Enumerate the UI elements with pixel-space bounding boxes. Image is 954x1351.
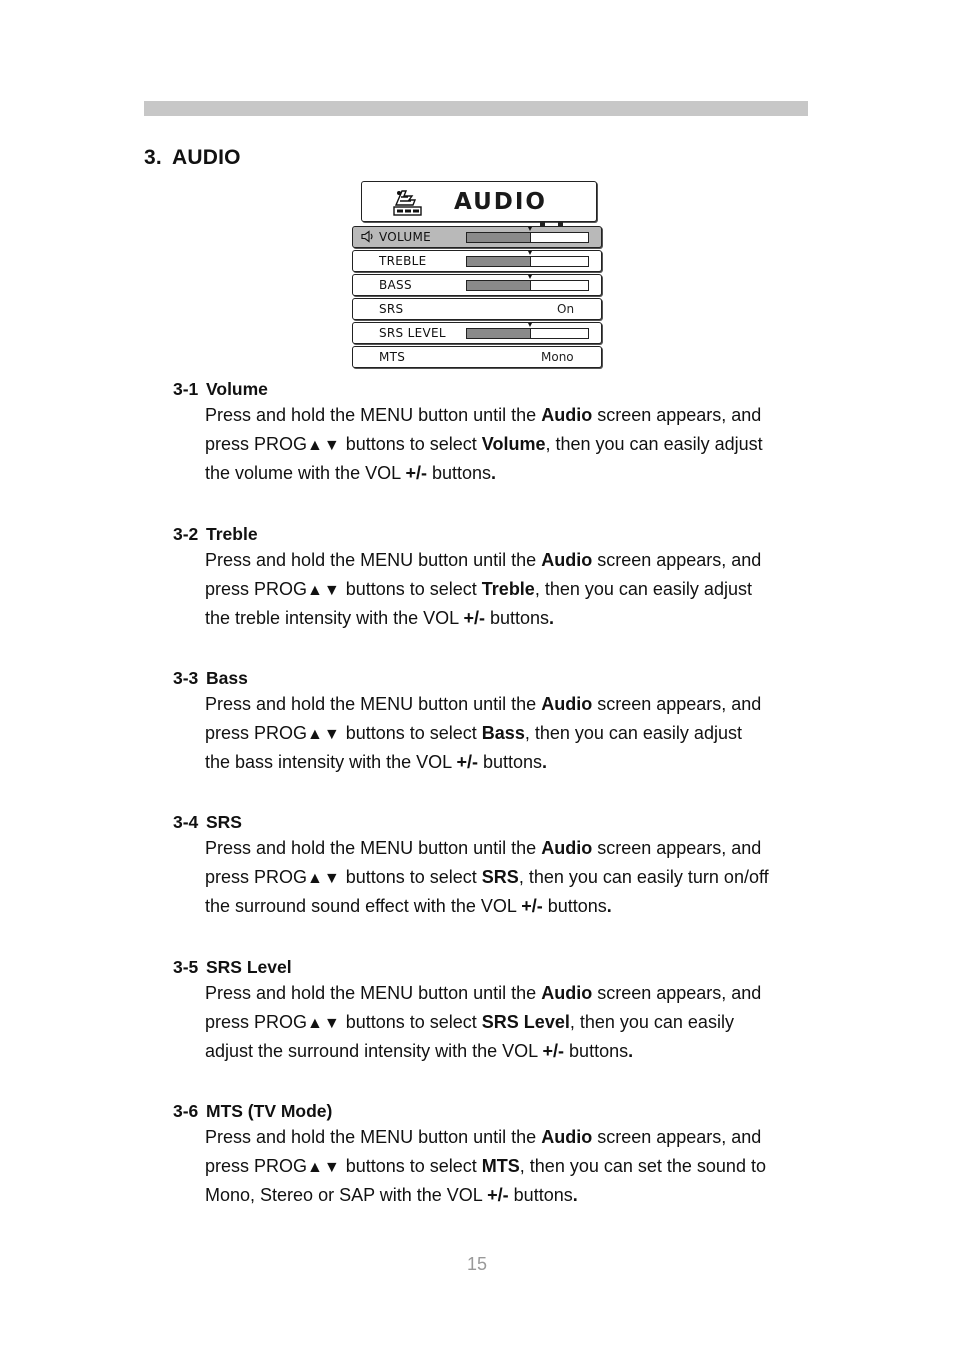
text: Press and hold the MENU button until the <box>205 694 542 714</box>
text: Press and hold the MENU button until the <box>205 838 542 858</box>
up-down-arrows-icon: ▲▼ <box>307 870 341 887</box>
item-description <box>205 834 825 921</box>
text: screen appears, and <box>592 983 762 1003</box>
text: buttons <box>564 1041 629 1061</box>
item-title: MTS (TV Mode) <box>206 1101 333 1121</box>
text: buttons to select <box>340 867 482 887</box>
volume-level-bar <box>466 232 589 243</box>
osd-row-label: BASS <box>379 278 412 292</box>
item-number: 3-5 <box>173 957 199 977</box>
bold-text: MTS <box>481 1156 520 1176</box>
text-line <box>205 1037 825 1066</box>
bold-text: . <box>628 1041 634 1061</box>
bold-text: +/- <box>463 608 485 628</box>
text: the surround sound effect with the VOL <box>205 896 522 916</box>
up-down-arrows-icon: ▲▼ <box>307 726 341 743</box>
item-srs <box>173 810 823 921</box>
bold-text: Audio <box>541 405 593 425</box>
section-title: AUDIO <box>172 146 241 169</box>
text: , then you can easily adjust <box>545 434 763 454</box>
text: the volume with the VOL <box>205 463 406 483</box>
bold-text: +/- <box>456 752 478 772</box>
osd-row-label: MTS <box>379 350 406 364</box>
text-line <box>205 1152 825 1181</box>
item-treble <box>173 522 823 633</box>
text: screen appears, and <box>592 838 762 858</box>
osd-row-label: VOLUME <box>379 230 432 244</box>
osd-row-bass <box>352 274 602 296</box>
text-line <box>205 430 825 459</box>
page-number: 15 <box>466 1254 488 1274</box>
bold-text: +/- <box>405 463 427 483</box>
section-heading <box>144 146 241 170</box>
text-line <box>205 719 825 748</box>
bold-text: +/- <box>521 896 543 916</box>
bold-text: Audio <box>541 550 593 570</box>
item-heading <box>173 810 823 834</box>
bar-tick <box>530 257 531 266</box>
text: buttons to select <box>340 1012 482 1032</box>
text: buttons <box>542 896 607 916</box>
item-number: 3-2 <box>173 524 199 544</box>
text-line <box>205 834 825 863</box>
bar-marker <box>528 227 532 231</box>
bold-text: Audio <box>541 1127 593 1147</box>
osd-row-treble <box>352 250 602 272</box>
item-title: SRS <box>206 812 242 832</box>
item-description <box>205 979 825 1066</box>
bold-text: SRS <box>481 867 519 887</box>
section-number: 3. <box>144 146 162 169</box>
bold-text: Audio <box>541 838 593 858</box>
bar-marker <box>528 323 532 327</box>
text: the treble intensity with the VOL <box>205 608 464 628</box>
bold-text: Bass <box>481 723 525 743</box>
text: screen appears, and <box>592 405 762 425</box>
text: adjust the surround intensity with the VOL <box>205 1041 543 1061</box>
music-player-icon <box>392 187 424 217</box>
bold-text: . <box>491 463 497 483</box>
osd-row-label: SRS <box>379 302 404 316</box>
bar-fill <box>467 281 530 290</box>
bold-text: Audio <box>541 694 593 714</box>
bold-text: . <box>572 1185 578 1205</box>
text: Mono, Stereo or SAP with the VOL <box>205 1185 488 1205</box>
text: buttons <box>508 1185 573 1205</box>
bar-marker <box>528 275 532 279</box>
text: press PROG <box>205 723 308 743</box>
text: screen appears, and <box>592 1127 762 1147</box>
treble-level-bar <box>466 256 589 267</box>
text: , then you can easily turn on/off <box>518 867 769 887</box>
item-srs-level <box>173 955 823 1066</box>
up-down-arrows-icon: ▲▼ <box>307 1015 341 1032</box>
text-line <box>205 575 825 604</box>
bass-level-bar <box>466 280 589 291</box>
text: , then you can easily adjust <box>524 723 742 743</box>
item-heading <box>173 522 823 546</box>
item-title: Treble <box>206 524 258 544</box>
item-heading <box>173 1099 823 1123</box>
text: buttons to select <box>340 723 482 743</box>
text: press PROG <box>205 1156 308 1176</box>
item-title: Volume <box>206 379 268 399</box>
text: , then you can easily adjust <box>534 579 752 599</box>
text-line <box>205 1181 825 1210</box>
item-bass <box>173 666 823 777</box>
item-description <box>205 401 825 488</box>
bar-tick <box>530 233 531 242</box>
bold-text: Audio <box>541 983 593 1003</box>
text-line <box>205 690 825 719</box>
item-heading <box>173 666 823 690</box>
item-number: 3-1 <box>173 379 199 399</box>
text-line <box>205 979 825 1008</box>
text: buttons <box>477 752 543 772</box>
item-mts <box>173 1099 823 1210</box>
srs-value: On <box>557 302 575 316</box>
text-line <box>205 604 825 633</box>
text-line <box>205 892 825 921</box>
text: press PROG <box>205 434 308 454</box>
bar-tick <box>530 281 531 290</box>
bold-text: +/- <box>487 1185 509 1205</box>
item-heading <box>173 955 823 979</box>
bold-text: . <box>542 752 548 772</box>
osd-row-mts <box>352 346 602 368</box>
osd-row-volume <box>352 226 602 248</box>
osd-row-label: TREBLE <box>379 254 427 268</box>
srs-level-bar <box>466 328 589 339</box>
item-description <box>205 690 825 777</box>
item-number: 3-6 <box>173 1101 199 1121</box>
item-volume <box>173 377 823 488</box>
osd-title-text: AUDIO <box>454 189 547 215</box>
text-line <box>205 863 825 892</box>
text: Press and hold the MENU button until the <box>205 983 542 1003</box>
bold-text: +/- <box>542 1041 565 1061</box>
osd-row-srs-level <box>352 322 602 344</box>
text: screen appears, and <box>592 550 762 570</box>
up-down-arrows-icon: ▲▼ <box>307 1159 341 1176</box>
text-line <box>205 459 825 488</box>
bold-text: SRS Level <box>481 1012 570 1032</box>
header-rule <box>144 101 808 116</box>
text: press PROG <box>205 867 308 887</box>
item-title: SRS Level <box>206 957 292 977</box>
bar-fill <box>467 329 530 338</box>
speaker-icon <box>361 230 374 243</box>
text: buttons to select <box>340 1156 482 1176</box>
text: , then you can set the sound to <box>519 1156 766 1176</box>
bar-marker <box>528 251 532 255</box>
text: buttons <box>484 608 550 628</box>
osd-row-label: SRS LEVEL <box>379 326 446 340</box>
text: the bass intensity with the VOL <box>205 752 457 772</box>
text: buttons <box>426 463 491 483</box>
item-description <box>205 1123 825 1210</box>
mts-value: Mono <box>541 350 574 364</box>
item-title: Bass <box>206 668 248 688</box>
text-line <box>205 1123 825 1152</box>
item-number: 3-4 <box>173 812 199 832</box>
bar-fill <box>467 257 530 266</box>
text: , then you can easily <box>569 1012 734 1032</box>
item-description <box>205 546 825 633</box>
bar-tick <box>530 329 531 338</box>
text: buttons to select <box>340 579 482 599</box>
text: buttons to select <box>340 434 482 454</box>
text-line <box>205 401 825 430</box>
text: Press and hold the MENU button until the <box>205 1127 542 1147</box>
bold-text: Volume <box>481 434 546 454</box>
bold-text: . <box>549 608 555 628</box>
text: press PROG <box>205 579 308 599</box>
bar-fill <box>467 233 530 242</box>
item-number: 3-3 <box>173 668 199 688</box>
text-line <box>205 546 825 575</box>
text: Press and hold the MENU button until the <box>205 405 542 425</box>
up-down-arrows-icon: ▲▼ <box>307 582 341 599</box>
bold-text: Treble <box>481 579 535 599</box>
text: press PROG <box>205 1012 308 1032</box>
text: Press and hold the MENU button until the <box>205 550 542 570</box>
text-line <box>205 748 825 777</box>
up-down-arrows-icon: ▲▼ <box>307 437 341 454</box>
item-heading <box>173 377 823 401</box>
audio-osd-menu <box>350 180 606 370</box>
osd-title-bar <box>361 181 597 222</box>
text-line <box>205 1008 825 1037</box>
osd-row-srs <box>352 298 602 320</box>
bold-text: . <box>606 896 612 916</box>
text: screen appears, and <box>592 694 762 714</box>
